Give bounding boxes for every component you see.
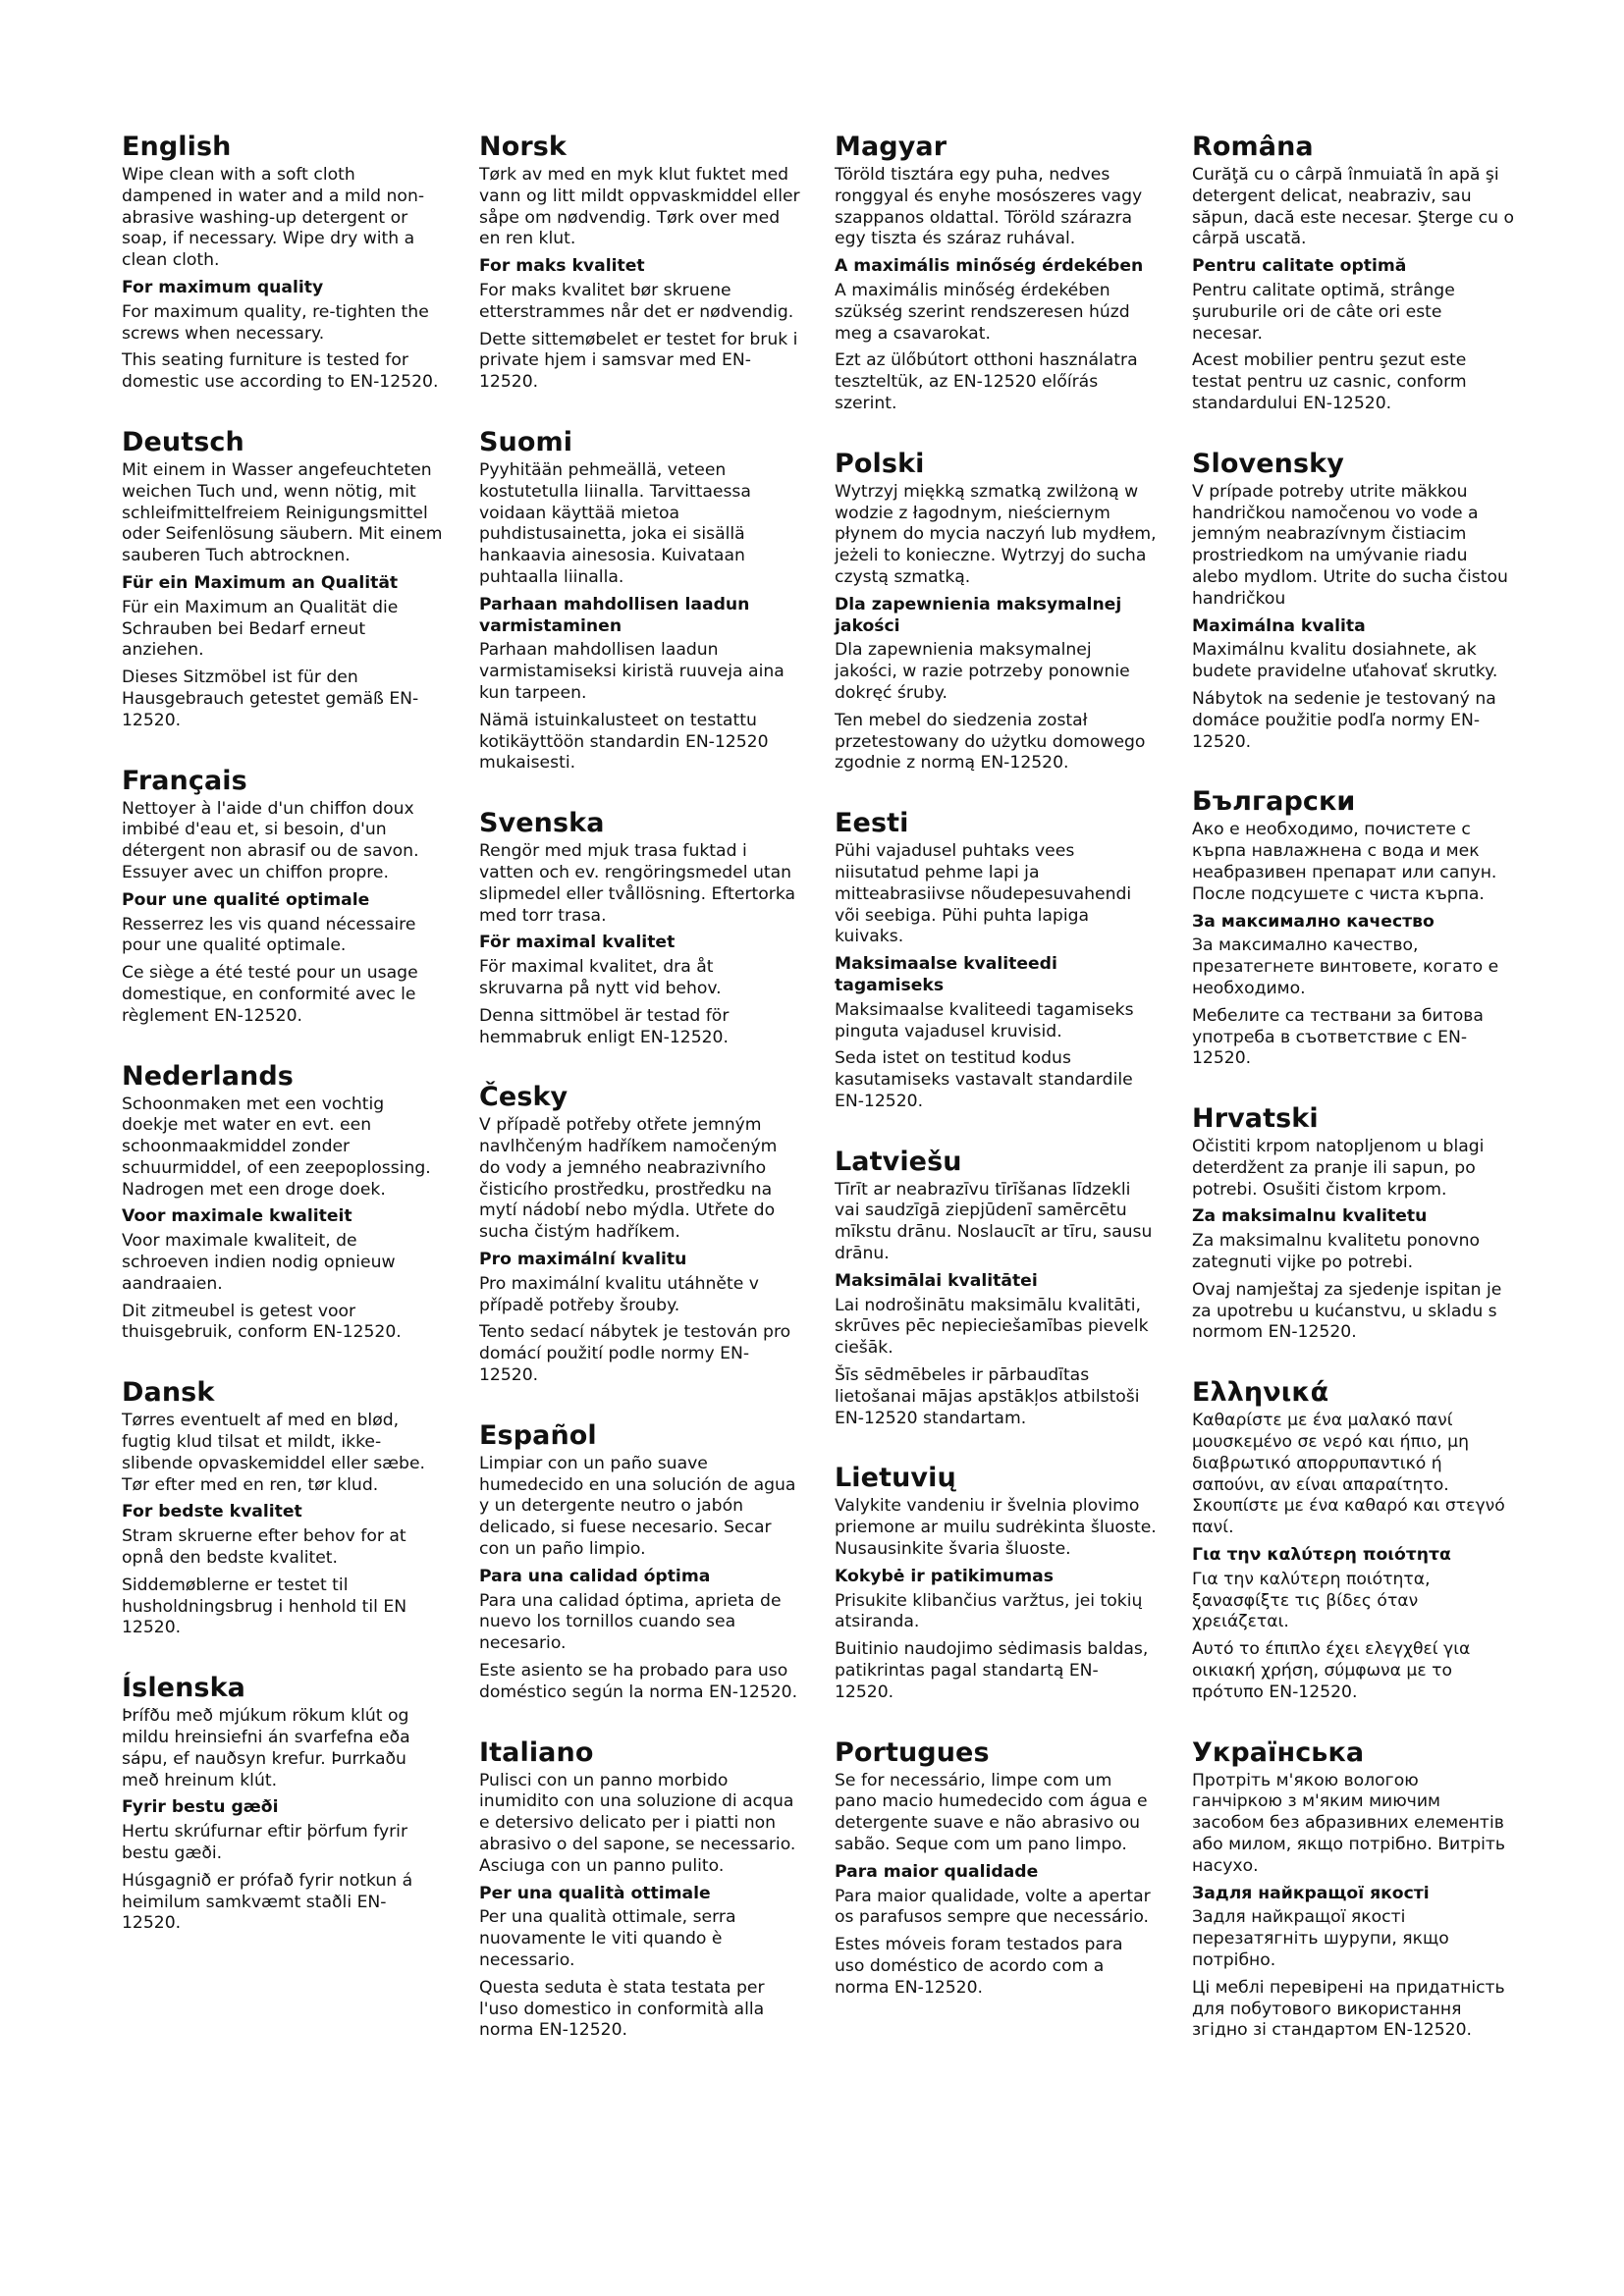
language-heading: Български (1192, 786, 1356, 818)
quality-subheading: Για την καλύτερη ποιότητα (1192, 1545, 1451, 1566)
language-heading: Українська (1192, 1736, 1365, 1768)
section-suomi (479, 427, 801, 774)
testing-text: Estes móveis foram testados para uso doméstico de acordo com a norma EN-12520. (835, 1935, 1123, 1998)
cleaning-text: Þrífðu með mjúkum rökum klút og mildu hreinsiefni án svarfefna eða sápu, ef nauðsyn krefur. Þurrkaðu með hreinum klút. (122, 1706, 410, 1790)
cleaning-text: V prípade potreby utrite mäkkou handričkou namočenou vo vode a jemným neabrazívnym čistiacim prostriedkom na umývanie riadu alebo mydlom. Utrite do sucha čistou handričkou (1192, 481, 1508, 609)
section-francais (122, 766, 444, 1028)
quality-subheading: Voor maximale kwaliteit (122, 1206, 352, 1227)
section-portugues (835, 1737, 1157, 2000)
quality-text: Pro maximální kvalitu utáhněte v případě potřeby šrouby. (479, 1273, 759, 1315)
cleaning-text: Tīrīt ar neabrazīvu tīrīšanas līdzekli vai saudzīgā ziepjūdenī samērcētu mīkstu drānu. Noslaucīt ar tīru, sausu drānu. (835, 1179, 1153, 1264)
section-slovensky (1192, 449, 1514, 754)
quality-subheading: För maximal kvalitet (479, 933, 676, 953)
cleaning-text: Limpiar con un paño suave humedecido en una solución de agua y un detergente neutro o jabón delicado, si fuese necesario. Secar con un paño limpio. (479, 1453, 796, 1560)
quality-text: Maksimaalse kvaliteedi tagamiseks pinguta vajadusel kruvisid. (835, 999, 1134, 1041)
section-english (122, 132, 444, 394)
language-heading: Hrvatski (1192, 1103, 1319, 1135)
testing-text: Ten mebel do siedzenia został przetestowany do użytku domowego zgodnie z normą EN-12520. (835, 710, 1146, 774)
cleaning-text: Καθαρίστε με ένα μαλακό πανί μουσκεμένο σε νερό και ήπιο, μη διαβρωτικό απορρυπαντικό ή σαπούνι, αν είναι απαραίτητο. Σκουπίστε με ένα καθαρό και στεγνό πανί. (1192, 1411, 1505, 1538)
language-heading: Suomi (479, 426, 573, 457)
testing-text: Dieses Sitzmöbel ist für den Hausgebrauch getestet gemäß EN-12520. (122, 667, 419, 730)
quality-text: Para una calidad óptima, aprieta de nuevo los tornillos cuando sea necesario. (479, 1590, 782, 1654)
quality-subheading: For maks kvalitet (479, 256, 645, 277)
section-lietuviu (835, 1463, 1157, 1703)
section-espanol (479, 1420, 801, 1704)
language-heading: Româna (1192, 132, 1314, 162)
quality-text: For maximum quality, re-tighten the screws when necessary. (122, 301, 429, 344)
quality-text: Per una qualità ottimale, serra nuovamente le viti quando è necessario. (479, 1907, 736, 1970)
testing-text: Dette sittemøbelet er testet for bruk i private hjem i samsvar med EN-12520. (479, 329, 798, 393)
language-heading: Česky (479, 1082, 568, 1113)
testing-text: Acest mobilier pentru şezut este testat pentru uz casnic, conform standardului EN-12520. (1192, 350, 1467, 413)
quality-text: Para maior qualidade, volte a apertar os parafusos sempre que necessário. (835, 1886, 1151, 1928)
testing-text: Nábytok na sedenie je testovaný na domáce použitie podľa normy EN-12520. (1192, 688, 1496, 752)
language-heading: Íslenska (122, 1673, 245, 1704)
testing-text: Seda istet on testitud kodus kasutamiseks vastavalt standardile EN-12520. (835, 1048, 1133, 1111)
quality-text: A maximális minőség érdekében szükség szerint rendszeresen húzd meg a csavarokat. (835, 280, 1130, 344)
section-latviesu (835, 1147, 1157, 1430)
testing-text: Siddemøblerne er testet til husholdningsbrug i henhold til EN 12520. (122, 1575, 407, 1638)
language-heading: Español (479, 1419, 597, 1451)
quality-text: Prisukite klibančius varžtus, jei tokių atsiranda. (835, 1590, 1143, 1632)
section-polski (835, 449, 1157, 774)
quality-subheading: Para maior qualidade (835, 1861, 1039, 1882)
cleaning-text: Nettoyer à l'aide d'un chiffon doux imbibé d'eau et, si besoin, d'un détergent non abrasif ou de savon. Essuyer avec un chiffon propre. (122, 798, 419, 882)
quality-subheading: Pro maximální kvalitu (479, 1250, 687, 1270)
section-greek (1192, 1377, 1514, 1703)
quality-subheading: Pour une qualité optimale (122, 889, 370, 910)
testing-text: Tento sedací nábytek je testován pro domácí použití podle normy EN-12520. (479, 1322, 791, 1386)
language-heading: Français (122, 765, 247, 796)
quality-subheading: Para una calidad óptima (479, 1566, 711, 1586)
section-dansk (122, 1377, 444, 1639)
section-cesky (479, 1082, 801, 1387)
cleaning-text: Ако е необходимо, почистете с кърпа навлажнена с вода и мек неабразивен препарат или сапун. После подсушете с чиста кърпа. (1192, 820, 1497, 904)
quality-subheading: A maximális minőség érdekében (835, 256, 1144, 277)
quality-subheading: Dla zapewnienia maksymalnej jakości (835, 594, 1122, 636)
testing-text: Ovaj namještaj za sjedenje ispitan je za upotrebu u kućanstvu, u skladu s normom EN-12520. (1192, 1279, 1502, 1343)
cleaning-text: Pühi vajadusel puhtaks vees niisutatud pehme lapi ja mitteabrasiivse nõudepesuvahendi või seebiga. Pühi puhta lapiga kuivaks. (835, 841, 1132, 947)
column-1 (122, 132, 444, 1968)
cleaning-text: Wytrzyj miękką szmatką zwilżoną w wodzie z łagodnym, nieściernym płynem do mycia naczyń lub mydłem, jeżeli to konieczne. Wytrzyj do sucha czystą szmatką. (835, 481, 1157, 587)
cleaning-text: Očistiti krpom natopljenom u blagi deterdžent za pranje ili sapun, po potrebi. Osušiti čistom krpom. (1192, 1137, 1485, 1200)
column-3 (835, 132, 1157, 2033)
testing-text: This seating furniture is tested for domestic use according to EN-12520. (122, 350, 439, 393)
language-heading: Portugues (835, 1736, 990, 1768)
quality-text: Maximálnu kvalitu dosiahnete, ak budete pravidelne uťahovať skrutky. (1192, 640, 1498, 682)
quality-subheading: Fyrir bestu gæði (122, 1797, 279, 1818)
quality-subheading: Pentru calitate optimă (1192, 256, 1407, 277)
section-hrvatski (1192, 1103, 1514, 1344)
language-heading: Slovensky (1192, 448, 1344, 479)
language-heading: Norsk (479, 132, 567, 162)
quality-subheading: За максимално качество (1192, 911, 1435, 932)
quality-text: Für ein Maximum an Qualität die Schrauben bei Bedarf erneut anziehen. (122, 597, 399, 661)
cleaning-text: Mit einem in Wasser angefeuchteten weichen Tuch und, wenn nötig, mit schleifmittelfreiem Reinigungsmittel oder Seifenlösung säubern. Mit einem sauberen Tuch abtrocknen. (122, 459, 443, 566)
section-ukrainian (1192, 1737, 1514, 2043)
section-magyar (835, 132, 1157, 415)
quality-text: За максимално качество, презатегнете винтовете, когато е необходимо. (1192, 935, 1499, 998)
column-2 (479, 132, 801, 2075)
language-heading: Lietuvių (835, 1463, 956, 1494)
cleaning-text: Протріть м'якою вологою ганчіркою з м'яким миючим засобом без абразивних елементів або милом, якщо потрібно. Витріть насухо. (1192, 1770, 1506, 1876)
language-heading: Polski (835, 448, 925, 479)
quality-text: Задля найкращої якості перезатягніть шурупи, якщо потрібно. (1192, 1907, 1449, 1970)
quality-text: Dla zapewnienia maksymalnej jakości, w razie potrzeby ponownie dokręć śruby. (835, 640, 1130, 703)
section-eesti (835, 808, 1157, 1113)
column-4 (1192, 132, 1514, 2075)
quality-subheading: For maximum quality (122, 277, 324, 297)
language-heading: Nederlands (122, 1060, 294, 1092)
testing-text: Šīs sēdmēbeles ir pārbaudītas lietošanai mājas apstākļos atbilstoši EN-12520 standartam. (835, 1365, 1140, 1428)
section-italiano (479, 1737, 801, 2043)
testing-text: Denna sittmöbel är testad för hemmabruk enligt EN-12520. (479, 1005, 730, 1047)
quality-subheading: Für ein Maximum an Qualität (122, 572, 399, 593)
cleaning-text: Pyyhitään pehmeällä, veteen kostutetulla liinalla. Tarvittaessa voidaan käyttää mietoa puhdistusainetta, joka ei sisällä hankaavia ainesosia. Kuivataan puhtaalla liinalla. (479, 459, 751, 587)
language-heading: Eesti (835, 808, 909, 839)
quality-subheading: Per una qualità ottimale (479, 1883, 711, 1903)
testing-text: Ezt az ülőbútort otthoni használatra teszteltük, az EN-12520 előírás szerint. (835, 350, 1138, 413)
language-heading: Italiano (479, 1736, 594, 1768)
quality-text: Hertu skrúfurnar eftir þörfum fyrir bestu gæði. (122, 1822, 408, 1864)
quality-text: Lai nodrošinātu maksimālu kvalitāti, skrūves pēc nepieciešamības pievelk ciešāk. (835, 1295, 1149, 1359)
quality-subheading: For bedste kvalitet (122, 1502, 302, 1522)
testing-text: Questa seduta è stata testata per l'uso domestico in conformità alla norma EN-12520. (479, 1977, 765, 2041)
cleaning-text: Curăţă cu o cârpă înmuiată în apă şi detergent delicat, neabraziv, sau săpun, dacă este necesar. Şterge cu o cârpă uscată. (1192, 165, 1514, 249)
testing-text: Nämä istuinkalusteet on testattu kotikäyttöön standardin EN-12520 mukaisesti. (479, 710, 769, 774)
testing-text: Dit zitmeubel is getest voor thuisgebruik, conform EN-12520. (122, 1301, 402, 1343)
cleaning-text: Tørk av med en myk klut fuktet med vann og litt mildt oppvaskmiddel eller såpe om nødvendig. Tørk over med en ren klut. (479, 165, 800, 249)
section-islenska (122, 1673, 444, 1935)
quality-subheading: Maksimālai kvalitātei (835, 1270, 1038, 1291)
testing-text: Ce siège a été testé pour un usage domestique, en conformité avec le règlement EN-12520. (122, 963, 418, 1026)
language-heading: Dansk (122, 1377, 215, 1409)
quality-text: För maximal kvalitet, dra åt skruvarna på nytt vid behov. (479, 957, 722, 998)
section-norsk (479, 132, 801, 394)
testing-text: Αυτό το έπιπλο έχει ελεγχθεί για οικιακή χρήση, σύμφωνα με το πρότυπο EN-12520. (1192, 1639, 1471, 1702)
testing-text: Мебелите са тествани за битова употреба в съответствие с EN-12520. (1192, 1005, 1484, 1069)
quality-subheading: Kokybė ir patikimumas (835, 1566, 1054, 1586)
quality-subheading: Za maksimalnu kvalitetu (1192, 1206, 1428, 1227)
quality-text: Stram skruerne efter behov for at opnå den bedste kvalitet. (122, 1526, 406, 1569)
quality-text: For maks kvalitet bør skruene etterstrammes når det er nødvendig. (479, 280, 794, 322)
quality-text: Za maksimalnu kvalitetu ponovno zategnuti vijke po potrebi. (1192, 1231, 1481, 1273)
quality-subheading: Parhaan mahdollisen laadun varmistaminen (479, 594, 750, 636)
section-deutsch (122, 427, 444, 732)
language-heading: Magyar (835, 132, 947, 162)
quality-text: Parhaan mahdollisen laadun varmistamiseksi kiristä ruuveja aina kun tarpeen. (479, 640, 785, 703)
cleaning-text: Schoonmaken met een vochtig doekje met water en evt. een schoonmaakmiddel zonder schuurmiddel, of een zeepoplossing. Nadrogen met een droge doek. (122, 1094, 431, 1200)
testing-text: Buitinio naudojimo sėdimasis baldas, patikrintas pagal standartą EN-12520. (835, 1639, 1149, 1702)
testing-text: Ці меблі перевірені на придатність для побутового використання згідно зі стандартом EN-12520. (1192, 1977, 1505, 2041)
language-heading: Svenska (479, 808, 605, 839)
cleaning-text: V případě potřeby otřete jemným navlhčeným hadříkem namočeným do vody a jemného neabrazivního čisticího prostředku, prostředku na mytí nádobí nebo mýdla. Utřete do sucha čistým hadříkem. (479, 1115, 778, 1243)
quality-subheading: Maximálna kvalita (1192, 615, 1366, 636)
quality-text: Για την καλύτερη ποιότητα, ξανασφίξτε τις βίδες όταν χρειάζεται. (1192, 1569, 1431, 1632)
cleaning-text: Pulisci con un panno morbido inumidito con una soluzione di acqua e detersivo delicato per i piatti non abrasivo o del sapone, se necessario. Asciuga con un panno pulito. (479, 1770, 796, 1876)
cleaning-text: Wipe clean with a soft cloth dampened in water and a mild non-abrasive washing-up detergent or soap, if necessary. Wipe dry with a clean cloth. (122, 165, 425, 271)
language-heading: Latviešu (835, 1146, 962, 1177)
section-nederlands (122, 1061, 444, 1345)
cleaning-text: Se for necessário, limpe com um pano macio humedecido com água e detergente suave e não abrasivo ou sabão. Seque com um pano limpo. (835, 1770, 1148, 1855)
language-heading: English (122, 132, 232, 162)
language-heading: Deutsch (122, 426, 244, 457)
cleaning-text: Tørres eventuelt af med en blød, fugtig klud tilsat et mildt, ikke-slibende opvaskemiddel eller sæbe. Tør efter med en ren, tør klud. (122, 1411, 425, 1495)
testing-text: Este asiento se ha probado para uso doméstico según la norma EN-12520. (479, 1661, 798, 1702)
quality-text: Resserrez les vis quand nécessaire pour une qualité optimale. (122, 914, 416, 956)
quality-text: Voor maximale kwaliteit, de schroeven indien nodig opnieuw aandraaien. (122, 1231, 396, 1294)
section-romana (1192, 132, 1514, 415)
language-heading: Ελληνικά (1192, 1377, 1329, 1409)
testing-text: Húsgagnið er prófað fyrir notkun á heimilum samkvæmt staðli EN-12520. (122, 1870, 413, 1934)
quality-text: Pentru calitate optimă, strânge şuruburile ori de câte ori este necesar. (1192, 280, 1455, 344)
cleaning-text: Rengör med mjuk trasa fuktad i vatten och ev. rengöringsmedel utan slipmedel eller tvållösning. Eftertorka med torr trasa. (479, 841, 796, 926)
cleaning-text: Töröld tisztára egy puha, nedves ronggyal és enyhe mosószeres vagy szappanos oldattal. Töröld szárazra egy tiszta és száraz ruhával. (835, 165, 1143, 249)
instruction-sheet (122, 132, 1555, 2075)
quality-subheading: Задля найкращої якості (1192, 1883, 1430, 1903)
section-bulgarian (1192, 786, 1514, 1070)
section-svenska (479, 808, 801, 1048)
quality-subheading: Maksimaalse kvaliteedi tagamiseks (835, 954, 1057, 995)
cleaning-text: Valykite vandeniu ir švelnia plovimo priemone ar muilu sudrėkinta šluoste. Nusausinkite švaria šluoste. (835, 1496, 1157, 1560)
